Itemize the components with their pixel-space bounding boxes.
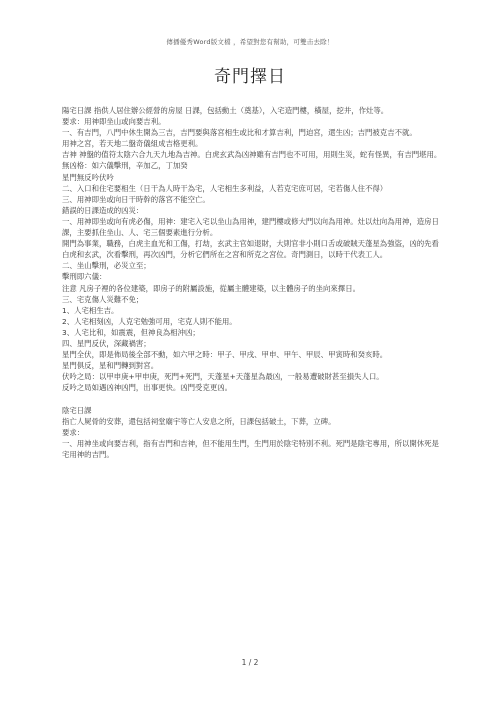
section-gap [62, 393, 444, 404]
paragraph: 要求：用神即坐山或向要吉利。 [62, 117, 166, 127]
paragraph: 1、人宅相生吉。 [62, 305, 119, 315]
section-yang-house [62, 105, 444, 393]
paragraph: 三、宅克傷人災難不免； [62, 294, 144, 304]
paragraph: 反吟之局如遇凶神凶門，出事更快。凶門受克更凶。 [62, 383, 232, 393]
paragraph: 無凶格：如六儀擊刑，辛加乙，丁加癸 [62, 161, 188, 171]
paragraph: 一、用神坐或向要吉利，指有吉門和吉神，但不能用生門，生門用於陰宅特別不利。死門是陰宅專用，所以開休死是宅用神的吉門。 [62, 438, 439, 459]
paragraph: 二、入口和住宅要相生（日干為人時干為宅，人宅相生多利益，人若克宅庶可居，宅若傷人住不得） [62, 183, 388, 193]
paragraph: 四、星門反伏，深藏禍害； [62, 338, 151, 348]
paragraph: 星門無反吟伏吟 [62, 172, 114, 182]
paragraph: 2、人宅相刻凶，人克宅勉強可用，宅克人則不能用。 [62, 316, 237, 326]
paragraph: 二、坐山擊刑，必災立至； [62, 261, 151, 271]
paragraph: 一、用神即坐或向有虎必傷，用神：建宅入宅以坐山為用神，建門樓或修大門以向為用神。灶以灶向為用神，造房日課，主要抓住坐山、人、宅三個要素進行分析。 [62, 216, 439, 238]
page-number: 1 / 2 [241, 658, 259, 667]
section-yin-house [62, 405, 444, 460]
paragraph: 伏吟之局：以甲申庚+甲申庚，死門+死門，天蓬星+天蓬星為最凶，一般易遭破財甚至損失人口。 [62, 372, 384, 382]
paragraph: 用神之宮，若天地二盤奇儀組成吉格更利。 [62, 139, 203, 149]
paragraph: 要求： [62, 427, 85, 437]
paragraph: 3、人宅比和，如震震，但神良為相沖凶； [62, 327, 200, 337]
paragraph: 吉神 神盤的值符太陰六合九天九地為吉神。白虎玄武為凶神雖有吉門也不可用，用則生災，蛇有怪異，有吉門堪用。 [62, 150, 442, 160]
section-heading: 陰宅日課 [62, 405, 92, 415]
paragraph: 注意 凡房子裡的各位建築，即房子的附屬設施，從屬主體建築，以主體房子的坐向來擇日。 [62, 283, 360, 293]
paragraph: 三、用神即坐或向日干時幹的落宮不能空亡。 [62, 194, 210, 204]
paragraph: 指亡人屍骨的安葬，還包括祠堂廟宇等亡人安息之所，日課包括破土，下葬，立碑。 [62, 416, 336, 426]
paragraph: 擊刑即六儀： [62, 272, 107, 282]
document-body [62, 105, 444, 460]
paragraph: 星門全伏，即是佈局後全部不動，如六甲之時：甲子、甲戌、甲申、甲午、甲辰、甲寅時和癸亥時。 [62, 350, 388, 360]
paragraph: 陽宅日課 指供人居住辦公經營的房屋 日課，包括動土（奠基），入宅造門樓，橫屋，挖井，作灶等。 [62, 106, 389, 115]
paragraph: 星門俱反，星和門轉到對宮。 [62, 361, 159, 371]
page-title: 奇門擇日 [214, 67, 286, 87]
paragraph: 錯誤的日課造成的凶災： [62, 205, 144, 215]
header-note: 傳播優秀Word版文檔 ，希望對您有幫助，可雙击去除！ [166, 38, 334, 46]
paragraph: 一、有吉門，八門中休生開為三吉，吉門要與落宮相生或比和才算吉利，門迫宮，還生凶；吉門被克吉不就。 [62, 128, 417, 138]
paragraph: 開門為事業，職務，白虎主血光和工傷，打劫，玄武主官如退財，大則官非小則口舌或破賊天蓬星為強盜，凶的先看白虎和玄武，次看擊刑，再次凶門，分析它們所在之宮和所克之宮位。奇門測日，以時干代表工人。 [62, 239, 439, 260]
